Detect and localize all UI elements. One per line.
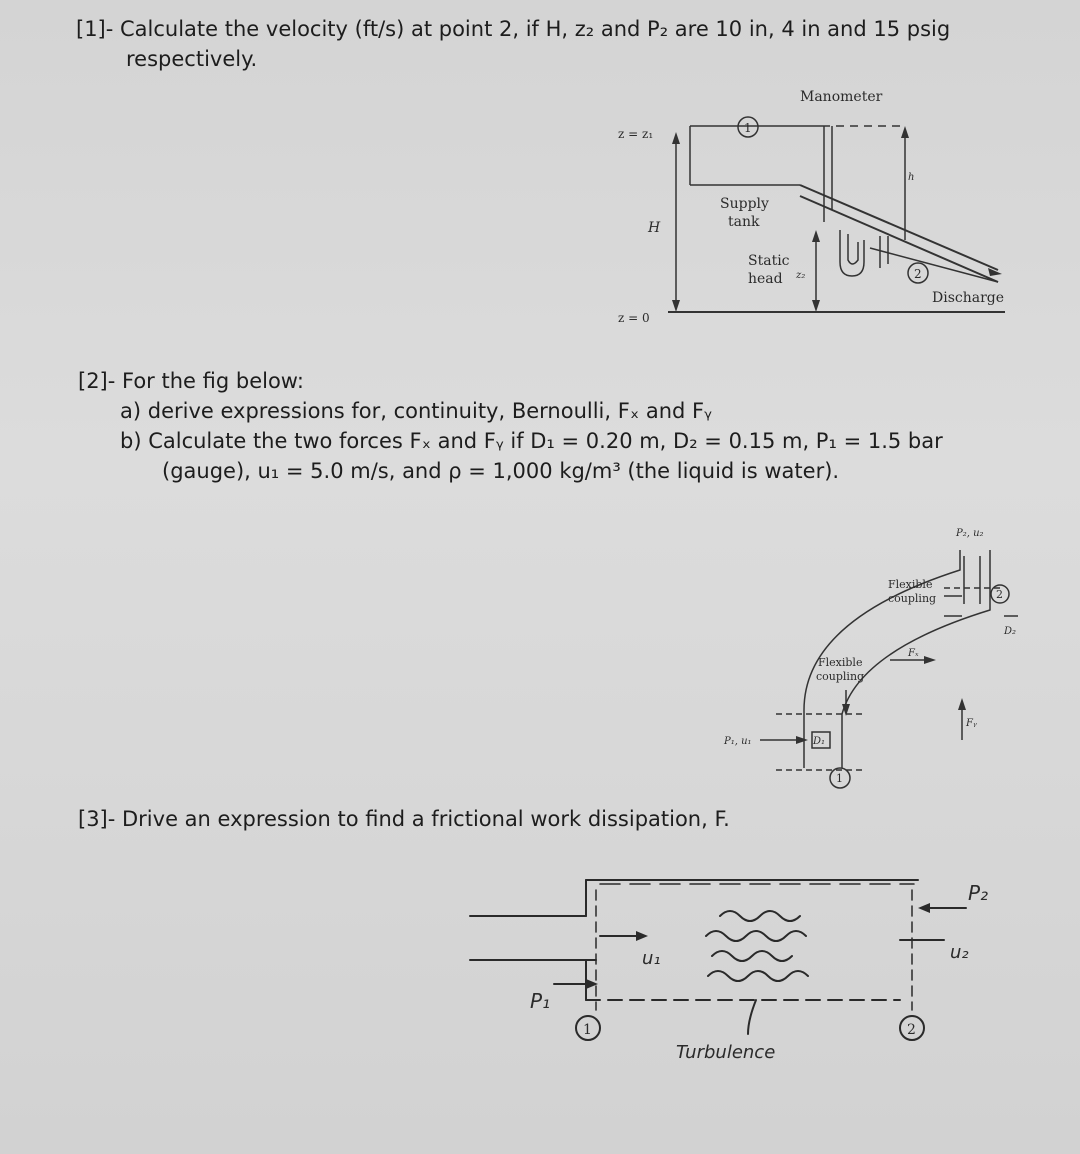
question-2-part-b-cont: (gauge), u₁ = 5.0 m/s, and ρ = 1,000 kg/m³ (the liquid is water). bbox=[162, 459, 840, 483]
question-1-line-2: respectively. bbox=[126, 47, 258, 71]
tank-label: tank bbox=[728, 214, 760, 230]
flex-bottom-label-2: coupling bbox=[816, 670, 865, 683]
Fy-label: Fᵧ bbox=[966, 718, 977, 729]
static-head-bottom-arrowhead bbox=[812, 300, 820, 312]
flex-top-label-1: Flexible bbox=[888, 578, 933, 591]
manometer-label: Manometer bbox=[800, 89, 883, 105]
z-bottom-label: z = 0 bbox=[618, 311, 650, 325]
fy-arrowhead bbox=[958, 698, 966, 710]
u1-arrowhead bbox=[636, 931, 648, 941]
point-2-label: 2 bbox=[914, 267, 922, 281]
h-arrow-top-arrowhead bbox=[901, 126, 909, 138]
section-2-label: 2 bbox=[907, 1022, 916, 1038]
question-3 bbox=[78, 804, 878, 834]
p2-arrowhead bbox=[918, 903, 930, 913]
static-head-top-arrowhead bbox=[812, 230, 820, 242]
turbulence-label: Turbulence bbox=[676, 1042, 776, 1063]
h-label: h bbox=[908, 172, 915, 183]
u1-label: u₁ bbox=[642, 948, 661, 969]
p2u2-label: P₂, u₂ bbox=[956, 528, 984, 539]
question-2-part-b: b) Calculate the two forces Fₓ and Fᵧ if D₁ = 0.20 m, D₂ = 0.15 m, P₁ = 1.5 bar bbox=[120, 429, 943, 453]
question-2-part-a: a) derive expressions for, continuity, Bernoulli, Fₓ and Fᵧ bbox=[120, 399, 712, 423]
p1-label: P₁ bbox=[530, 989, 551, 1013]
supply-label: Supply bbox=[720, 196, 769, 212]
figure-3-sudden-expansion bbox=[0, 860, 1080, 1090]
fx-arrowhead bbox=[924, 656, 936, 664]
flex-top-label-2: coupling bbox=[888, 592, 937, 605]
question-1-line-1: [1]- Calculate the velocity (ft/s) at point 2, if H, z₂ and P₂ are 10 in, 4 in and 15 psig bbox=[76, 17, 951, 41]
u2-label: u₂ bbox=[950, 942, 969, 963]
inlet-arrowhead bbox=[796, 736, 808, 744]
D2-label: D₂ bbox=[1004, 626, 1017, 637]
section-1-label: 1 bbox=[583, 1022, 592, 1038]
discharge-label: Discharge bbox=[932, 290, 1005, 306]
p1u1-label: P₁, u₁ bbox=[724, 736, 752, 747]
H-label: H bbox=[648, 220, 661, 236]
question-2 bbox=[78, 366, 978, 486]
z2-label: z₂ bbox=[796, 270, 806, 281]
question-2-title: [2]- For the fig below: bbox=[78, 369, 304, 393]
figure-2-reducing-bend bbox=[0, 500, 1080, 800]
point-2-label: 2 bbox=[996, 588, 1003, 601]
question-3-title: [3]- Drive an expression to find a frictional work dissipation, F. bbox=[78, 807, 730, 831]
h-bottom-arrowhead bbox=[672, 300, 680, 312]
h-top-arrowhead bbox=[672, 132, 680, 144]
D1-label: D₁ bbox=[813, 736, 826, 747]
point-1-label: 1 bbox=[744, 121, 752, 135]
head-label: head bbox=[748, 271, 783, 287]
p2-label: P₂ bbox=[968, 881, 989, 905]
Fx-label: Fₓ bbox=[908, 648, 919, 659]
figure-1-supply-tank bbox=[0, 0, 1080, 340]
static-label: Static bbox=[748, 253, 790, 269]
z-top-label: z = z₁ bbox=[618, 127, 654, 141]
point-1-label: 1 bbox=[836, 772, 843, 785]
flex-bottom-label-1: Flexible bbox=[818, 656, 863, 669]
